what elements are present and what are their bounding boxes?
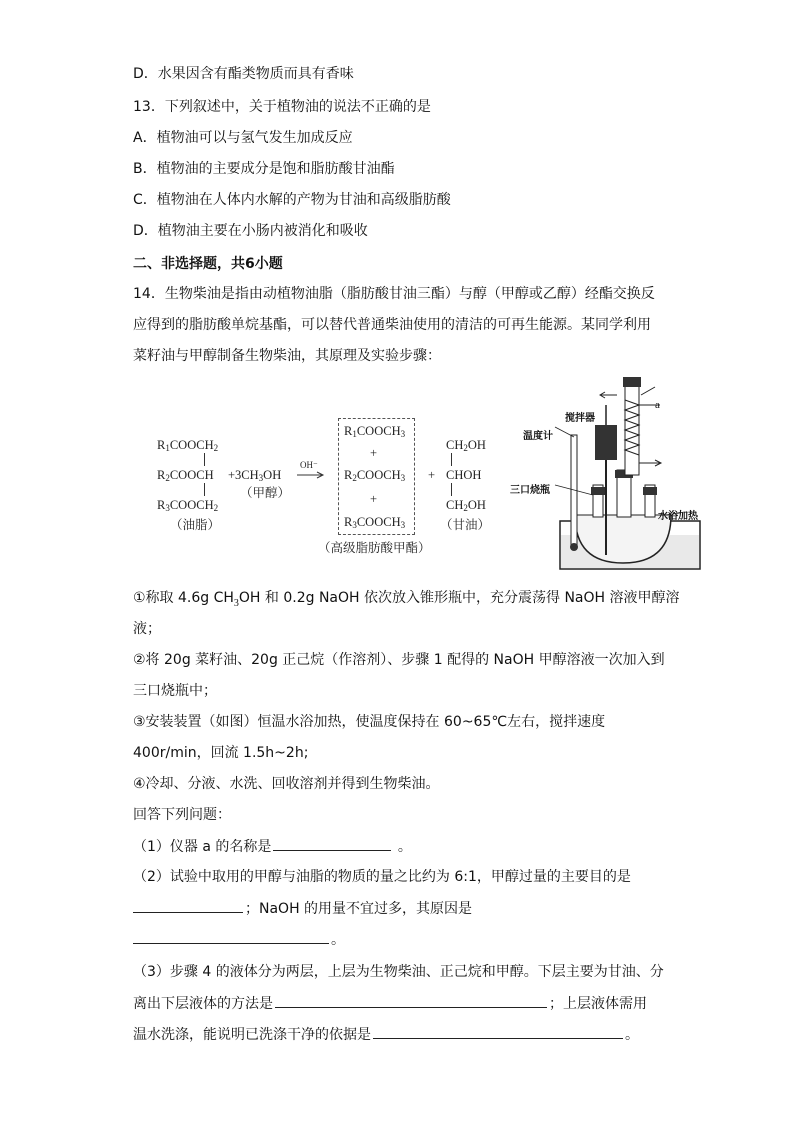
answer-prompt: 回答下列问题： xyxy=(133,807,231,823)
step-1-line-1: ①称取 4.6g $CH_3OH$ 和 0.2g NaOH 依次放入锥形瓶中，充分震荡得 NaOH 溶液甲醇溶 xyxy=(133,590,680,609)
methanol: $+3CH_3OH$ xyxy=(228,468,282,483)
ester-row-1: $R_1COOCH_3$ xyxy=(344,424,406,439)
glycerol-row-3: $CH_2OH$ xyxy=(446,498,486,513)
glycerol-row-2: CHOH xyxy=(446,468,482,482)
catalyst-label: OH⁻ xyxy=(300,460,318,470)
apparatus-figure xyxy=(505,375,715,575)
oil-label: （油脂） xyxy=(170,518,221,532)
q12-option-d: D．水果因含有酯类物质而具有香味 xyxy=(133,66,354,82)
apparatus-drawing xyxy=(505,375,715,575)
step-1-line-2: 液； xyxy=(133,621,161,637)
label-water-bath: 水浴加热 xyxy=(658,511,698,522)
step-2-line-1: ②将 20g 菜籽油、20g 正己烷（作溶剂）、步骤 1 配得的 NaOH 甲醇溶液一次加入到 xyxy=(133,652,665,668)
answer-blank-4[interactable] xyxy=(275,993,547,1008)
ester-label: （高级脂肪酸甲酯） xyxy=(318,541,431,555)
step-4: ④冷却、分液、水洗、回收溶剂并得到生物柴油。 xyxy=(133,776,440,792)
label-stirrer: 搅拌器 xyxy=(565,413,595,424)
step-3-line-2: 400r/min，回流 1.5h~2h; xyxy=(133,745,309,761)
q14-intro-2: 应得到的脂肪酸单烷基酯，可以替代普通柴油使用的清洁的可再生能源。某同学利用 xyxy=(133,317,651,333)
label-a: a xyxy=(655,399,660,411)
q13-stem: 13．下列叙述中，关于植物油的说法不正确的是 xyxy=(133,99,431,115)
ester-row-3: $R_3COOCH_3$ xyxy=(344,515,406,530)
bond-line xyxy=(204,453,205,466)
section-heading: 二、非选择题，共6小题 xyxy=(133,256,283,272)
q13-option-a: A．植物油可以与氢气发生加成反应 xyxy=(133,130,353,146)
reaction-arrow xyxy=(296,470,326,480)
methanol-label: （甲醇） xyxy=(240,486,291,500)
q13-option-b: B．植物油的主要成分是饱和脂肪酸甘油酯 xyxy=(133,161,395,177)
ester-row-2: $R_2COOCH_3$ xyxy=(344,468,406,483)
glycerol-label: （甘油） xyxy=(440,518,491,532)
sub-question-3-line-1: （3）步骤 4 的液体分为两层，上层为生物柴油、正己烷和甲醇。下层主要为甘油、分 xyxy=(133,964,664,980)
sub-question-3-line-2: 离出下层液体的方法是 ；上层液体需用 xyxy=(133,993,647,1014)
q14-intro-1: 14．生物柴油是指由动植物油脂（脂肪酸甘油三酯）与醇（甲醇或乙醇）经酯交换反 xyxy=(133,286,655,302)
label-flask: 三口烧瓶 xyxy=(510,485,550,496)
step-3-line-1: ③安装装置（如图）恒温水浴加热，使温度保持在 60~65℃左右，搅拌速度 xyxy=(133,714,606,730)
glycerol-row-1: $CH_2OH$ xyxy=(446,438,486,453)
sub-question-3-line-3: 温水洗涤，能说明已洗涤干净的依据是 。 xyxy=(133,1024,639,1045)
sub-question-2-line-2: ；NaOH 的用量不宜过多，其原因是 xyxy=(133,898,472,919)
bond-line xyxy=(204,483,205,496)
oil-row-3: $R_3COOCH_2$ xyxy=(157,498,219,513)
answer-blank-2[interactable] xyxy=(133,898,243,913)
q13-option-d: D．植物油主要在小肠内被消化和吸收 xyxy=(133,223,368,239)
label-thermometer: 温度计 xyxy=(523,431,553,442)
bond-line xyxy=(451,483,452,496)
oil-row-1: $R_1COOCH_2$ xyxy=(157,438,219,453)
bond-line xyxy=(451,453,452,466)
plus-sign: + xyxy=(370,492,378,506)
sub-question-2-line-1: （2）试验中取用的甲醇与油脂的物质的量之比约为 6:1，甲醇过量的主要目的是 xyxy=(133,869,631,885)
plus-sign: + xyxy=(370,446,378,460)
q14-intro-3: 菜籽油与甲醇制备生物柴油，其原理及实验步骤： xyxy=(133,348,441,364)
answer-blank-1[interactable] xyxy=(273,836,391,851)
sub-question-1: （1）仪器 a 的名称是 。 xyxy=(133,836,412,857)
answer-blank-5[interactable] xyxy=(373,1024,623,1039)
step-2-line-2: 三口烧瓶中； xyxy=(133,683,217,699)
oil-row-2: $R_2COOCH$ xyxy=(157,468,214,483)
answer-blank-3[interactable] xyxy=(133,929,329,944)
q13-option-c: C．植物油在人体内水解的产物为甘油和高级脂肪酸 xyxy=(133,192,451,208)
sub-question-2-line-3: 。 xyxy=(133,929,345,950)
plus-sign: + xyxy=(428,468,436,482)
